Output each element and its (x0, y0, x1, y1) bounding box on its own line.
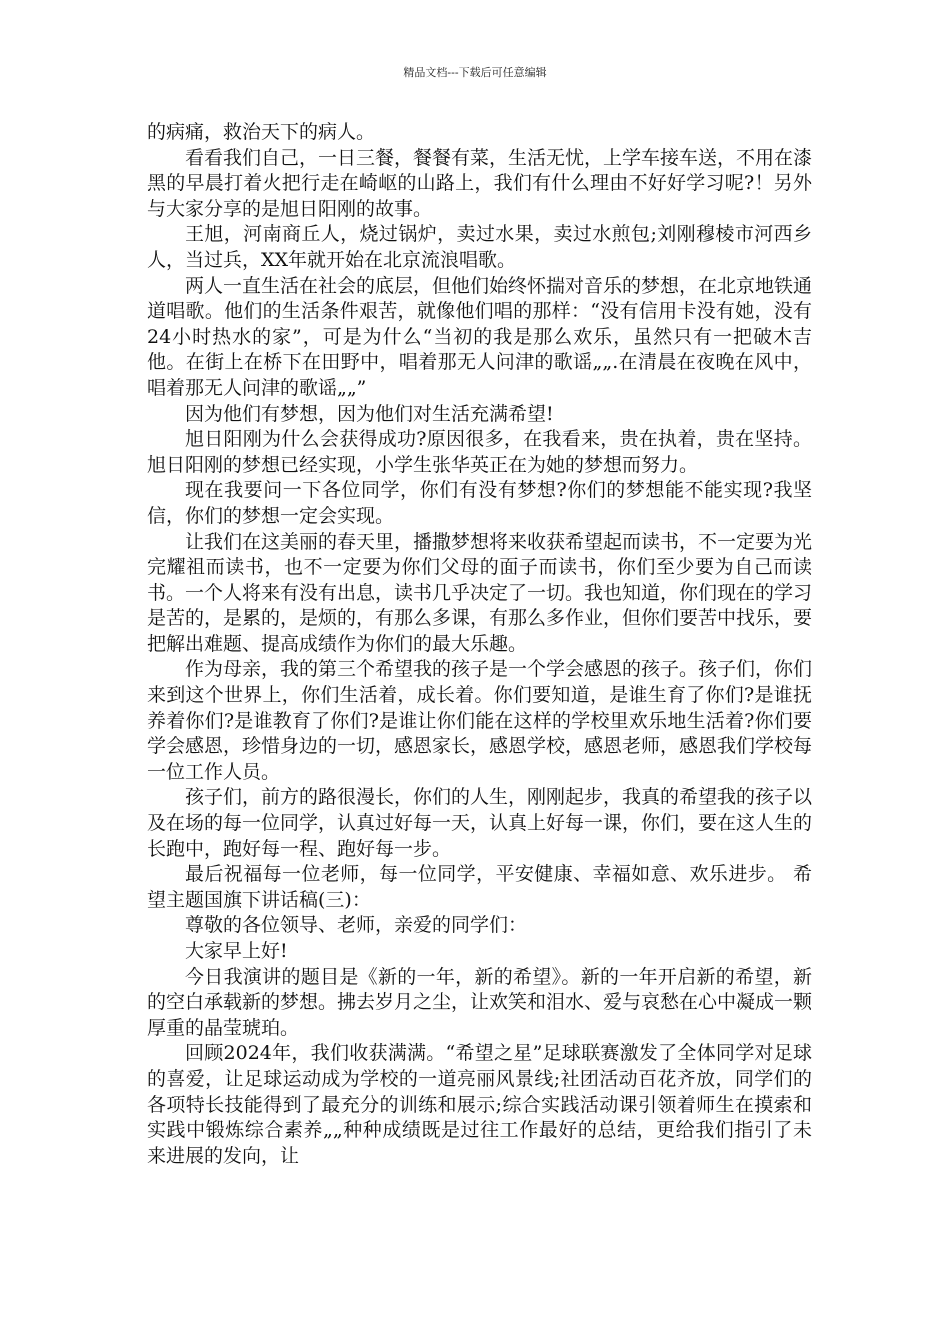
paragraph: 作为母亲，我的第三个希望我的孩子是一个学会感恩的孩子。孩子们，你们来到这个世界上，你们生活着，成长着。你们要知道，是谁生育了你们?是谁抚养着你们?是谁教育了你们?是谁让你们能在这样的学校里欢乐地生活着?你们要学会感恩，珍惜身边的一切，感恩家长，感恩学校，感恩老师，感恩我们学校每一位工作人员。 (147, 658, 813, 783)
paragraph: 最后祝福每一位老师，每一位同学，平安健康、幸福如意、欢乐进步。 希望主题国旗下讲话稿(三)： (147, 863, 812, 911)
document-body (147, 120, 812, 1169)
paragraph: 看看我们自己，一日三餐，餐餐有菜，生活无忧，上学车接车送，不用在漆黑的早晨打着火把行走在崎岖的山路上，我们有什么理由不好好学习呢?！另外与大家分享的是旭日阳刚的故事。 (147, 146, 813, 220)
page-header: 精品文档---下载后可任意编辑 (403, 66, 547, 79)
paragraph: 现在我要问一下各位同学，你们有没有梦想?你们的梦想能不能实现?我坚信，你们的梦想一定会实现。 (147, 479, 812, 527)
paragraph: 尊敬的各位领导、老师，亲爱的同学们： (185, 914, 528, 937)
paragraph: 两人一直生活在社会的底层，但他们始终怀揣对音乐的梦想，在北京地铁通道唱歌。他们的生活条件艰苦，就像他们唱的那样：“没有信用卡没有她，没有24小时热水的家”，可是为什么“当初的我是那么欢乐，虽然只有一把破木吉他。在街上在桥下在田野中，唱着那无人问津的歌谣„„.在清晨在夜晚在风中，唱着那无人问津的歌谣„„” (147, 274, 813, 399)
paragraph: 旭日阳刚为什么会获得成功?原因很多，在我看来，贵在执着，贵在坚持。 旭日阳刚的梦想已经实现，小学生张华英正在为她的梦想而努力。 (147, 428, 812, 476)
paragraph: 今日我演讲的题目是《新的一年，新的希望》。新的一年开启新的希望，新的空白承载新的梦想。拂去岁月之尘，让欢笑和泪水、爱与哀愁在心中凝成一颗厚重的晶莹琥珀。 (147, 965, 813, 1039)
paragraph: 让我们在这美丽的春天里，播撒梦想将来收获希望起而读书，不一定要为光完耀祖而读书，也不一定要为你们父母的面子而读书，你们至少要为自己而读书。一个人将来有没有出息，读书几乎决定了一切。我也知道，你们现在的学习是苦的，是累的，是烦的，有那么多课，有那么多作业，但你们要苦中找乐，要把解出难题、提高成绩作为你们的最大乐趣。 (147, 530, 813, 655)
paragraph: 大家早上好! (185, 940, 288, 962)
paragraph: 因为他们有梦想，因为他们对生活充满希望! (185, 402, 554, 425)
paragraph: 孩子们，前方的路很漫长，你们的人生，刚刚起步，我真的希望我的孩子以及在场的每一位同学，认真过好每一天，认真上好每一课，你们，要在这人生的长跑中，跑好每一程、跑好每一步。 (147, 786, 813, 860)
paragraph: 的病痛，救治天下的病人。 (147, 121, 376, 143)
paragraph: 王旭，河南商丘人，烧过锅炉，卖过水果，卖过水煎包;刘刚穆棱市河西乡人，当过兵，XX年就开始在北京流浪唱歌。 (147, 223, 812, 271)
paragraph: 回顾2024年，我们收获满满。“希望之星”足球联赛激发了全体同学对足球的喜爱，让足球运动成为学校的一道亮丽风景线;社团活动百花齐放，同学们的各项特长技能得到了最充分的训练和展示;综合实践活动课引领着师生在摸索和实践中锻炼综合素养„„种种成绩既是过往工作最好的总结，更给我们指引了未来进展的发向，让 (147, 1042, 812, 1167)
